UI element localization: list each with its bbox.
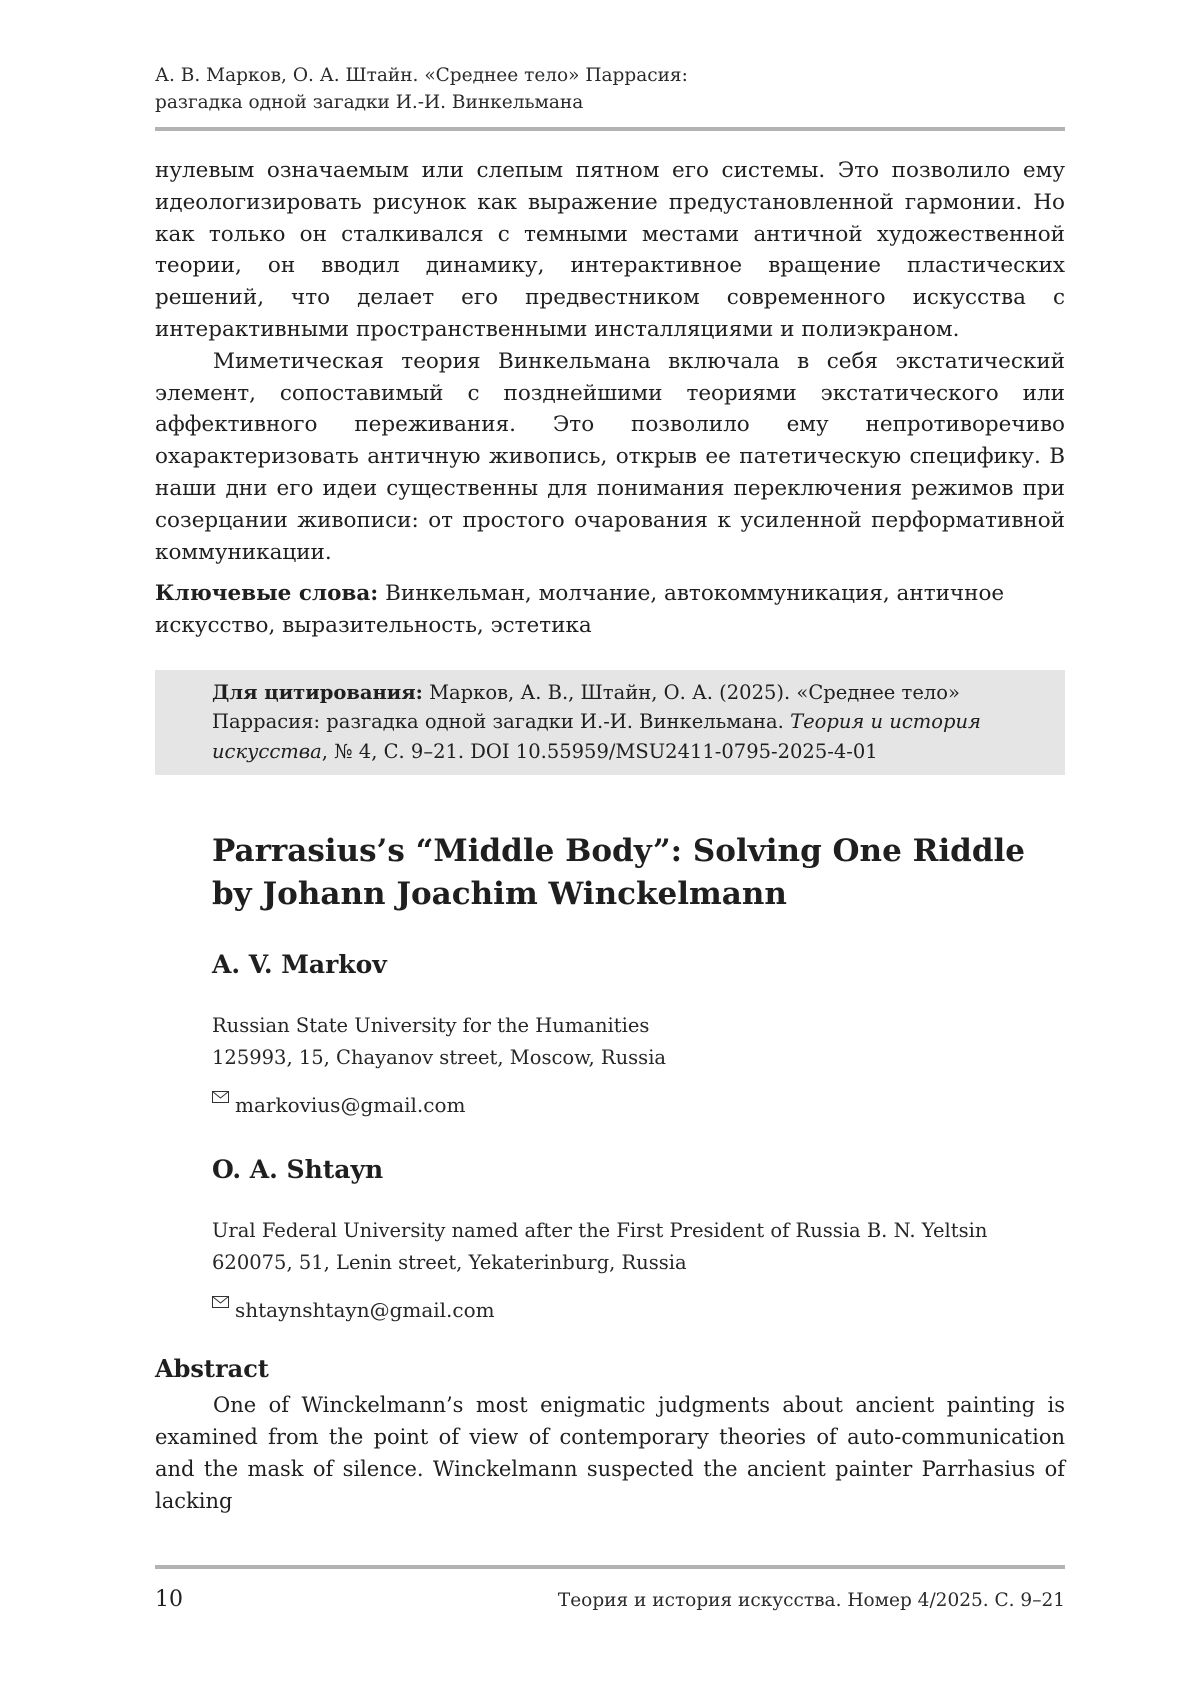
citation-journal: Теория и история искусства: [212, 710, 981, 763]
page-number: 10: [155, 1587, 183, 1612]
author-email-1[interactable]: markovius@gmail.com: [235, 1093, 466, 1118]
header-rule: [155, 127, 1065, 131]
affiliation-2-line-1: Ural Federal University named after the First President of Russia B. N. Yeltsin: [212, 1219, 988, 1243]
author-name-2: O. A. Shtayn: [212, 1155, 384, 1185]
abstract-en-text: One of Winckelmann’s most enigmatic judgments about ancient painting is examined from the point of view of contemporary theories of auto-communication and the mask of silence. Winckelmann suspected the ancient painter Parrhasius of lacking: [155, 1393, 1065, 1513]
author-affiliation-1: [212, 1010, 1065, 1074]
footer: [155, 1587, 1065, 1612]
author-name-1: A. V. Markov: [212, 950, 387, 980]
running-head-line-1: А. В. Марков, О. А. Штайн. «Среднее тело» Паррасия:: [155, 65, 688, 86]
affiliation-1-line-1: Russian State University for the Humanities: [212, 1014, 650, 1038]
affiliation-1-line-2: 125993, 15, Chayanov street, Moscow, Russia: [212, 1046, 667, 1070]
author-email-row-2: [212, 1294, 1065, 1326]
citation-label: Для цитирования:: [212, 680, 423, 704]
abstract-en: [155, 1390, 1065, 1517]
keywords-ru: [155, 578, 1065, 642]
english-block: [155, 830, 1065, 1326]
abstract-heading: Abstract: [155, 1354, 269, 1384]
abstract-ru-paragraph-2: Миметическая теория Винкельмана включала в себя экстатический элемент, сопоставимый с позднейшими теориями экстатического или аффективного переживания. Это позволило ему непротиворечиво охарактеризовать античную живопись, открыв ее патетическую специфику. В наши дни его идеи существенны для понимания переключения режимов при созерцании живописи: от простого очарования к усиленной перформативной коммуникации.: [155, 348, 1065, 565]
english-title-line-1: Parrasius’s “Middle Body”: Solving One Riddle: [212, 833, 1025, 870]
abstract-ru-paragraph-1: нулевым означаемым или слепым пятном его системы. Это позволило ему идеологизировать рисунок как выражение предустановленной гармонии. Но как только он сталкивался с темными местами античной художественной теории, он вводил динамику, интерактивное вращение пластических решений, что делает его предвестником современного искусства с интерактивными пространственными инсталляциями и полиэкраном.: [155, 158, 1065, 342]
english-title: [212, 830, 1065, 916]
envelope-icon: [212, 1296, 229, 1308]
affiliation-2-line-2: 620075, 51, Lenin street, Yekaterinburg, Russia: [212, 1251, 687, 1275]
keywords-text: Винкельман, молчание, автокоммуникация, античное искусство, выразительность, эстетика: [155, 581, 1005, 639]
envelope-icon: [212, 1091, 229, 1103]
footer-rule: [155, 1565, 1065, 1569]
english-title-line-2: by Johann Joachim Winckelmann: [212, 876, 787, 913]
russian-abstract: [155, 155, 1065, 568]
footer-journal: Теория и история искусства. Номер 4/2025. С. 9–21: [557, 1590, 1065, 1611]
keywords-label: Ключевые слова:: [155, 581, 379, 607]
author-email-row-1: [212, 1089, 1065, 1121]
running-head-line-2: разгадка одной загадки И.-И. Винкельмана: [155, 92, 584, 113]
citation-box: [155, 670, 1065, 776]
author-affiliation-2: [212, 1215, 1065, 1279]
running-head: [155, 62, 1065, 116]
page-content: [155, 62, 1065, 1518]
citation-text-1: Марков, А. В., Штайн, О. А. (2025). «Среднее тело» Паррасия: разгадка одной загадки И.-И. Винкельмана.: [212, 680, 960, 734]
author-email-2[interactable]: shtaynshtayn@gmail.com: [235, 1298, 495, 1323]
citation-text-2: , № 4, С. 9–21. DOI 10.55959/MSU2411-0795-2025-4-01: [321, 739, 878, 763]
